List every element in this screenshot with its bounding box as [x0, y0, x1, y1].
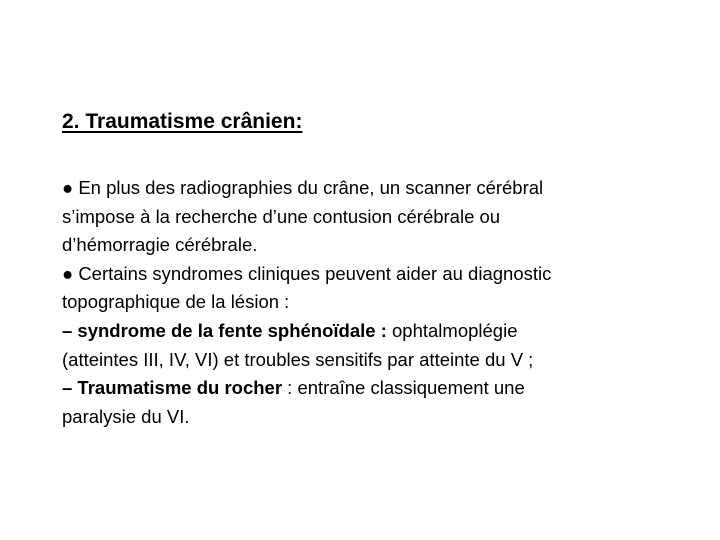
item1-line1 — [62, 317, 702, 346]
bullet1-line3: d’hémorragie cérébrale. — [62, 234, 258, 256]
item1-line2: (atteintes III, IV, VI) et troubles sensitifs par atteinte du V ; — [62, 348, 534, 370]
bullet2-line1: ● Certains syndromes cliniques peuvent aider au diagnostic — [62, 262, 552, 284]
slide-body — [62, 174, 702, 431]
item2-line1 — [62, 374, 702, 403]
bullet1-line2: s’impose à la recherche d’une contusion cérébrale ou — [62, 205, 501, 227]
item2-bold-term: – Traumatisme du rocher — [62, 377, 283, 399]
bullet1-line1: ● En plus des radiographies du crâne, un scanner cérébral — [62, 177, 544, 198]
slide-content — [62, 108, 702, 431]
bullet2-line2: topographique de la lésion : — [62, 291, 290, 313]
item1-bold-term: – syndrome de la fente sphénoïdale : — [62, 319, 387, 341]
item1-text: ophtalmoplégie — [386, 319, 518, 341]
item2-text: : entraîne classiquement une — [282, 377, 525, 399]
item2-line2: paralysie du VI. — [62, 405, 190, 427]
slide-heading: 2. Traumatisme crânien: — [62, 110, 303, 133]
